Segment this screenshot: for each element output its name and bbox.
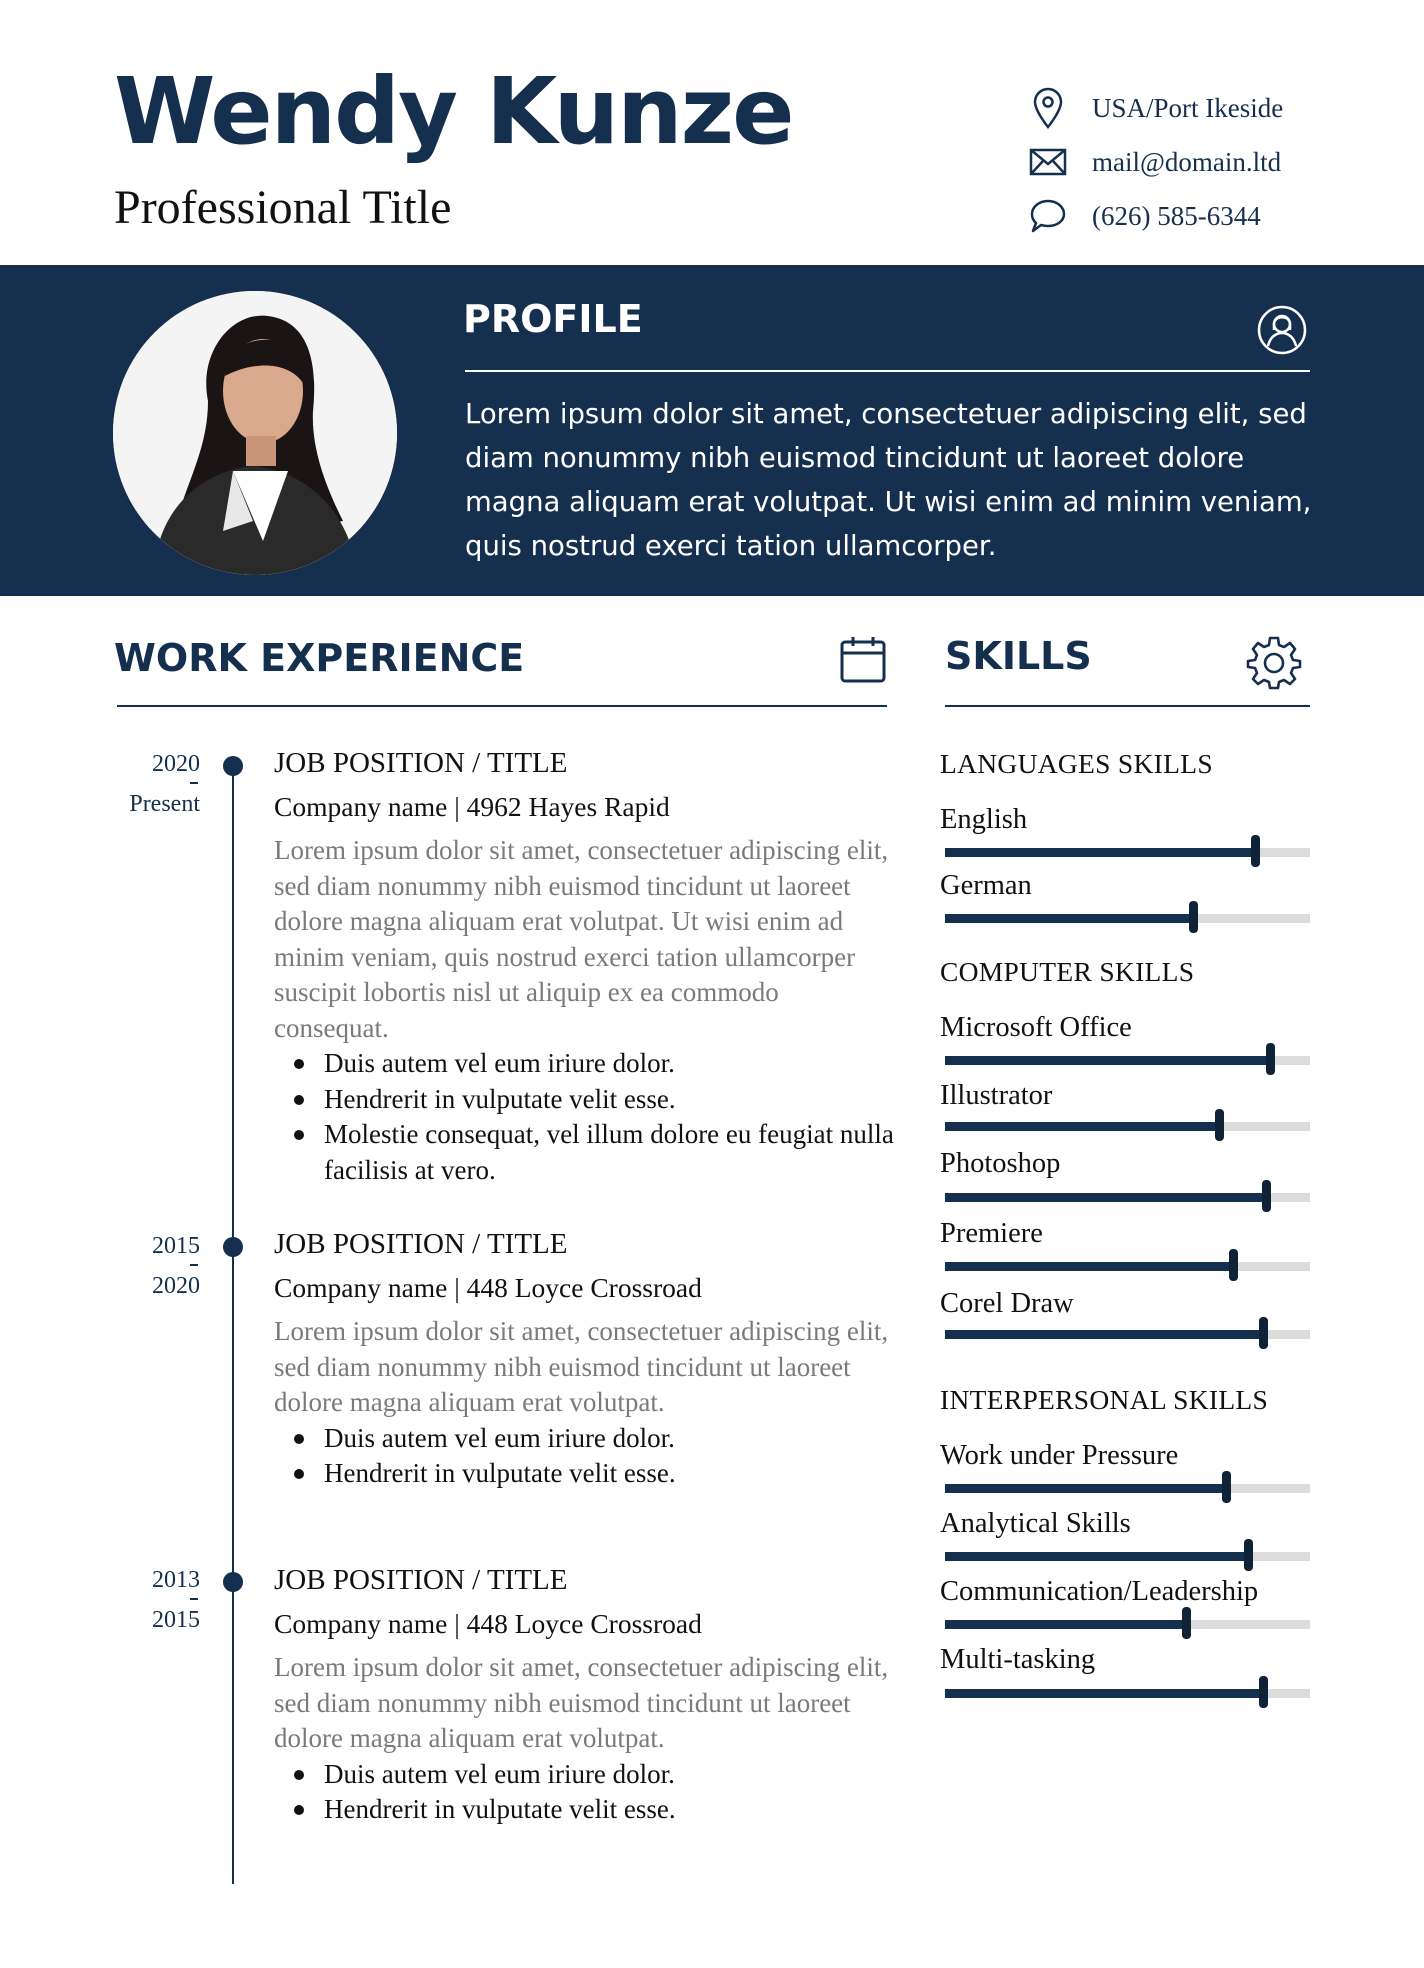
skill-bar-fill	[945, 1620, 1186, 1629]
email-link[interactable]: mail@domain.ltd	[1092, 146, 1282, 177]
profile-heading: PROFILE	[463, 297, 643, 341]
skill-bar-fill	[945, 1330, 1263, 1339]
profile-photo	[113, 291, 397, 575]
skill-bar-fill	[945, 848, 1255, 857]
job-entry	[274, 745, 894, 1188]
job-bullets	[274, 1421, 894, 1492]
skills-heading: SKILLS	[945, 634, 1092, 678]
timeline-dot	[223, 756, 243, 776]
skill-name: Multi-tasking	[940, 1644, 1096, 1675]
person-portrait-icon	[113, 291, 397, 575]
skill-name: English	[940, 804, 1028, 835]
job-entry	[274, 1562, 894, 1828]
contact-phone	[1026, 194, 1386, 238]
skill-bar-marker	[1182, 1607, 1191, 1639]
skill-bar-marker	[1262, 1180, 1271, 1212]
skill-bar-fill	[945, 1193, 1266, 1202]
skill-bar-marker	[1251, 835, 1260, 867]
list-item: Duis autem vel eum iriure dolor.	[274, 1757, 894, 1793]
skill-bar	[945, 1056, 1310, 1065]
list-item: Hendrerit in vulputate velit esse.	[274, 1456, 894, 1492]
skill-bar-marker	[1222, 1471, 1231, 1503]
timeline-dot	[223, 1572, 243, 1592]
skill-bar	[945, 1689, 1310, 1698]
phone-text: (626) 585-6344	[1092, 200, 1261, 231]
skill-bar	[945, 848, 1310, 857]
skill-category-title: INTERPERSONAL SKILLS	[940, 1384, 1269, 1415]
job-position: JOB POSITION / TITLE	[274, 1228, 568, 1260]
calendar-icon	[839, 634, 887, 684]
job-start-year: 2015	[152, 1233, 200, 1259]
job-position: JOB POSITION / TITLE	[274, 1564, 568, 1596]
location-text: USA/Port Ikeside	[1092, 92, 1284, 123]
professional-title: Professional Title	[114, 181, 452, 234]
skill-name: Microsoft Office	[940, 1012, 1132, 1043]
contact-email[interactable]	[1026, 140, 1386, 184]
list-item: Hendrerit in vulputate velit esse.	[274, 1792, 894, 1828]
job-position: JOB POSITION / TITLE	[274, 747, 568, 779]
skill-category-title: COMPUTER SKILLS	[940, 956, 1195, 987]
job-dates	[70, 744, 200, 824]
work-experience-heading: WORK EXPERIENCE	[114, 636, 525, 680]
work-divider	[117, 705, 887, 707]
gear-icon	[1246, 634, 1302, 690]
skill-bar	[945, 914, 1310, 923]
skill-bar-marker	[1244, 1539, 1253, 1571]
skill-bar-marker	[1259, 1676, 1268, 1708]
job-dates	[70, 1226, 200, 1306]
skill-bar-fill	[945, 1056, 1270, 1065]
job-bullets	[274, 1757, 894, 1828]
location-pin-icon	[1026, 86, 1070, 130]
job-description: Lorem ipsum dolor sit amet, consectetuer adipiscing elit, sed diam nonummy nibh euismod tincidunt ut laoreet dolore magna aliquam erat volutpat.	[274, 1316, 889, 1417]
skill-bar	[945, 1620, 1310, 1629]
skill-bar	[945, 1193, 1310, 1202]
skill-bar-fill	[945, 1484, 1226, 1493]
skill-name: Analytical Skills	[940, 1508, 1131, 1539]
speech-bubble-icon	[1026, 194, 1070, 238]
skill-bar-marker	[1215, 1109, 1224, 1141]
list-item: Duis autem vel eum iriure dolor.	[274, 1421, 894, 1457]
skill-name: Work under Pressure	[940, 1440, 1179, 1471]
job-entry	[274, 1226, 894, 1492]
job-company: Company name | 4962 Hayes Rapid	[274, 791, 670, 822]
job-bullets	[274, 1046, 894, 1188]
profile-summary: Lorem ipsum dolor sit amet, consectetuer adipiscing elit, sed diam nonummy nibh euismod tincidunt ut laoreet dolore magna aliquam erat volutpat. Ut wisi enim ad minim veniam, quis nostrud exerci tation ullamcorper.	[465, 398, 1312, 562]
timeline-dot	[223, 1237, 243, 1257]
skill-name: Communication/Leadership	[940, 1576, 1259, 1607]
skill-category-title: LANGUAGES SKILLS	[940, 748, 1213, 779]
user-circle-icon	[1256, 304, 1308, 356]
skill-bar	[945, 1552, 1310, 1561]
skill-bar-fill	[945, 1689, 1263, 1698]
job-company: Company name | 448 Loyce Crossroad	[274, 1272, 702, 1303]
skill-bar-fill	[945, 914, 1193, 923]
job-end-year: 2020	[152, 1273, 200, 1299]
skill-name: German	[940, 870, 1032, 901]
skill-bar	[945, 1262, 1310, 1271]
profile-divider	[465, 370, 1310, 372]
skill-bar	[945, 1484, 1310, 1493]
skill-bar	[945, 1122, 1310, 1131]
skills-divider	[945, 705, 1310, 707]
skill-bar-fill	[945, 1262, 1233, 1271]
skill-bar-fill	[945, 1122, 1219, 1131]
skill-name: Illustrator	[940, 1080, 1053, 1111]
skill-name: Premiere	[940, 1218, 1043, 1249]
skill-bar-marker	[1266, 1043, 1275, 1075]
job-description: Lorem ipsum dolor sit amet, consectetuer adipiscing elit, sed diam nonummy nibh euismod tincidunt ut laoreet dolore magna aliquam erat volutpat.	[274, 1652, 889, 1753]
skill-bar	[945, 1330, 1310, 1339]
contact-location	[1026, 86, 1386, 130]
list-item: Hendrerit in vulputate velit esse.	[274, 1082, 894, 1118]
skill-name: Photoshop	[940, 1148, 1061, 1179]
job-start-year: 2020	[152, 751, 200, 777]
skill-bar-marker	[1229, 1249, 1238, 1281]
list-item: Duis autem vel eum iriure dolor.	[274, 1046, 894, 1082]
timeline-line	[232, 762, 234, 1884]
envelope-icon	[1026, 140, 1070, 184]
candidate-name: Wendy Kunze	[114, 58, 793, 165]
job-dates	[70, 1560, 200, 1640]
job-end-year: Present	[129, 791, 200, 817]
job-start-year: 2013	[152, 1567, 200, 1593]
job-company: Company name | 448 Loyce Crossroad	[274, 1608, 702, 1639]
job-end-year: 2015	[152, 1607, 200, 1633]
skill-name: Corel Draw	[940, 1288, 1074, 1319]
list-item: Molestie consequat, vel illum dolore eu feugiat nulla facilisis at vero.	[274, 1117, 894, 1188]
skill-bar-fill	[945, 1552, 1248, 1561]
skill-bar-marker	[1259, 1317, 1268, 1349]
job-description: Lorem ipsum dolor sit amet, consectetuer adipiscing elit, sed diam nonummy nibh euismod tincidunt ut laoreet dolore magna aliquam erat volutpat. Ut wisi enim ad minim veniam, quis nostrud exerci tation ullamcorper suscipit lobortis nisl ut aliquip ex ea commodo consequat.	[274, 835, 889, 1043]
skill-bar-marker	[1189, 901, 1198, 933]
